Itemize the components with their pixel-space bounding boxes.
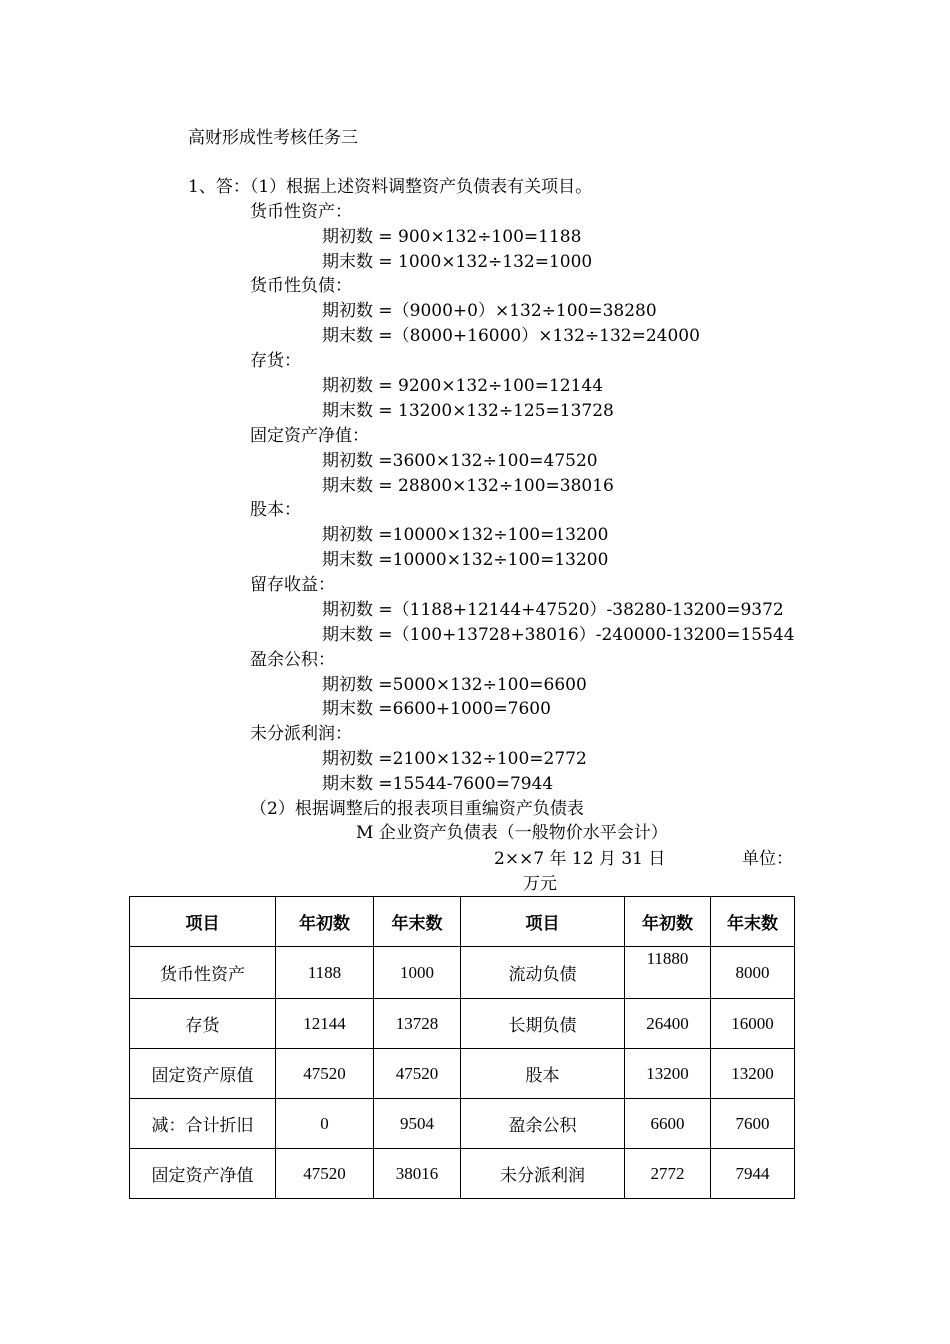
table-row	[130, 1149, 795, 1199]
section-label: 货币性负债：	[250, 276, 352, 296]
end-formula: 期末数 = 28800×132÷100=38016	[322, 476, 614, 496]
end-formula: 期末数 =（100+13728+38016）-240000-13200=15544	[322, 625, 795, 645]
table-cell: 固定资产原值	[130, 1049, 276, 1099]
header-item: 项目	[461, 897, 625, 947]
table-cell: 未分派利润	[461, 1149, 625, 1199]
table-cell: 12144	[276, 999, 374, 1049]
begin-formula: 期初数 = 900×132÷100=1188	[322, 227, 582, 247]
table-row	[130, 1049, 795, 1099]
table-cell: 38016	[374, 1149, 461, 1199]
balance-sheet-table	[129, 896, 795, 1199]
answer-intro: 1、答：（1）根据上述资料调整资产负债表有关项目。	[188, 177, 593, 197]
table-cell: 6600	[625, 1099, 711, 1149]
table-cell: 货币性资产	[130, 947, 276, 999]
table-row	[130, 947, 795, 999]
end-formula: 期末数 =15544-7600=7944	[322, 774, 554, 794]
table-title: M 企业资产负债表（一般物价水平会计）	[356, 823, 668, 843]
header-begin: 年初数	[276, 897, 374, 947]
end-formula: 期末数 =6600+1000=7600	[322, 699, 551, 719]
table-cell: 股本	[461, 1049, 625, 1099]
end-formula: 期末数 = 1000×132÷132=1000	[322, 252, 593, 272]
begin-formula: 期初数 =10000×132÷100=13200	[322, 525, 609, 545]
table-cell: 盈余公积	[461, 1099, 625, 1149]
table-row	[130, 999, 795, 1049]
header-item: 项目	[130, 897, 276, 947]
table-row	[130, 1099, 795, 1149]
part2-heading: （2）根据调整后的报表项目重编资产负债表	[250, 799, 584, 819]
table-cell: 1000	[374, 947, 461, 999]
table-cell: 13728	[374, 999, 461, 1049]
end-formula: 期末数 = 13200×132÷125=13728	[322, 401, 614, 421]
table-cell: 9504	[374, 1099, 461, 1149]
end-formula: 期末数 =（8000+16000）×132÷132=24000	[322, 326, 700, 346]
table-cell: 长期负债	[461, 999, 625, 1049]
table-cell: 26400	[625, 999, 711, 1049]
table-cell: 存货	[130, 999, 276, 1049]
document-title: 高财形成性考核任务三	[188, 128, 358, 148]
table-cell: 47520	[276, 1049, 374, 1099]
begin-formula: 期初数 =3600×132÷100=47520	[322, 451, 598, 471]
table-cell: 11880	[625, 947, 711, 999]
table-header-row	[130, 897, 795, 947]
table-cell: 减：合计折旧	[130, 1099, 276, 1149]
table-cell: 1188	[276, 947, 374, 999]
header-end: 年末数	[711, 897, 795, 947]
section-label: 股本：	[250, 500, 301, 520]
table-cell: 2772	[625, 1149, 711, 1199]
table-cell: 流动负债	[461, 947, 625, 999]
section-label: 货币性资产：	[250, 202, 352, 222]
header-end: 年末数	[374, 897, 461, 947]
table-cell: 7600	[711, 1099, 795, 1149]
section-label: 固定资产净值：	[250, 426, 369, 446]
section-label: 留存收益：	[250, 575, 335, 595]
table-cell: 16000	[711, 999, 795, 1049]
table-unit: 单位：	[742, 849, 793, 869]
table-cell: 固定资产净值	[130, 1149, 276, 1199]
table-cell: 13200	[625, 1049, 711, 1099]
table-cell: 8000	[711, 947, 795, 999]
begin-formula: 期初数 =（1188+12144+47520）-38280-13200=9372	[322, 600, 784, 620]
table-cell: 47520	[374, 1049, 461, 1099]
begin-formula: 期初数 =5000×132÷100=6600	[322, 675, 587, 695]
table-cell: 0	[276, 1099, 374, 1149]
end-formula: 期末数 =10000×132÷100=13200	[322, 550, 609, 570]
table-unit-value: 万元	[523, 874, 557, 894]
section-label: 存货：	[250, 351, 301, 371]
begin-formula: 期初数 = 9200×132÷100=12144	[322, 376, 604, 396]
table-cell: 7944	[711, 1149, 795, 1199]
section-label: 未分派利润：	[250, 724, 352, 744]
header-begin: 年初数	[625, 897, 711, 947]
table-cell: 13200	[711, 1049, 795, 1099]
begin-formula: 期初数 =（9000+0）×132÷100=38280	[322, 301, 657, 321]
table-date: 2××7 年 12 月 31 日	[494, 849, 666, 869]
begin-formula: 期初数 =2100×132÷100=2772	[322, 749, 587, 769]
table-cell: 47520	[276, 1149, 374, 1199]
section-label: 盈余公积：	[250, 650, 335, 670]
